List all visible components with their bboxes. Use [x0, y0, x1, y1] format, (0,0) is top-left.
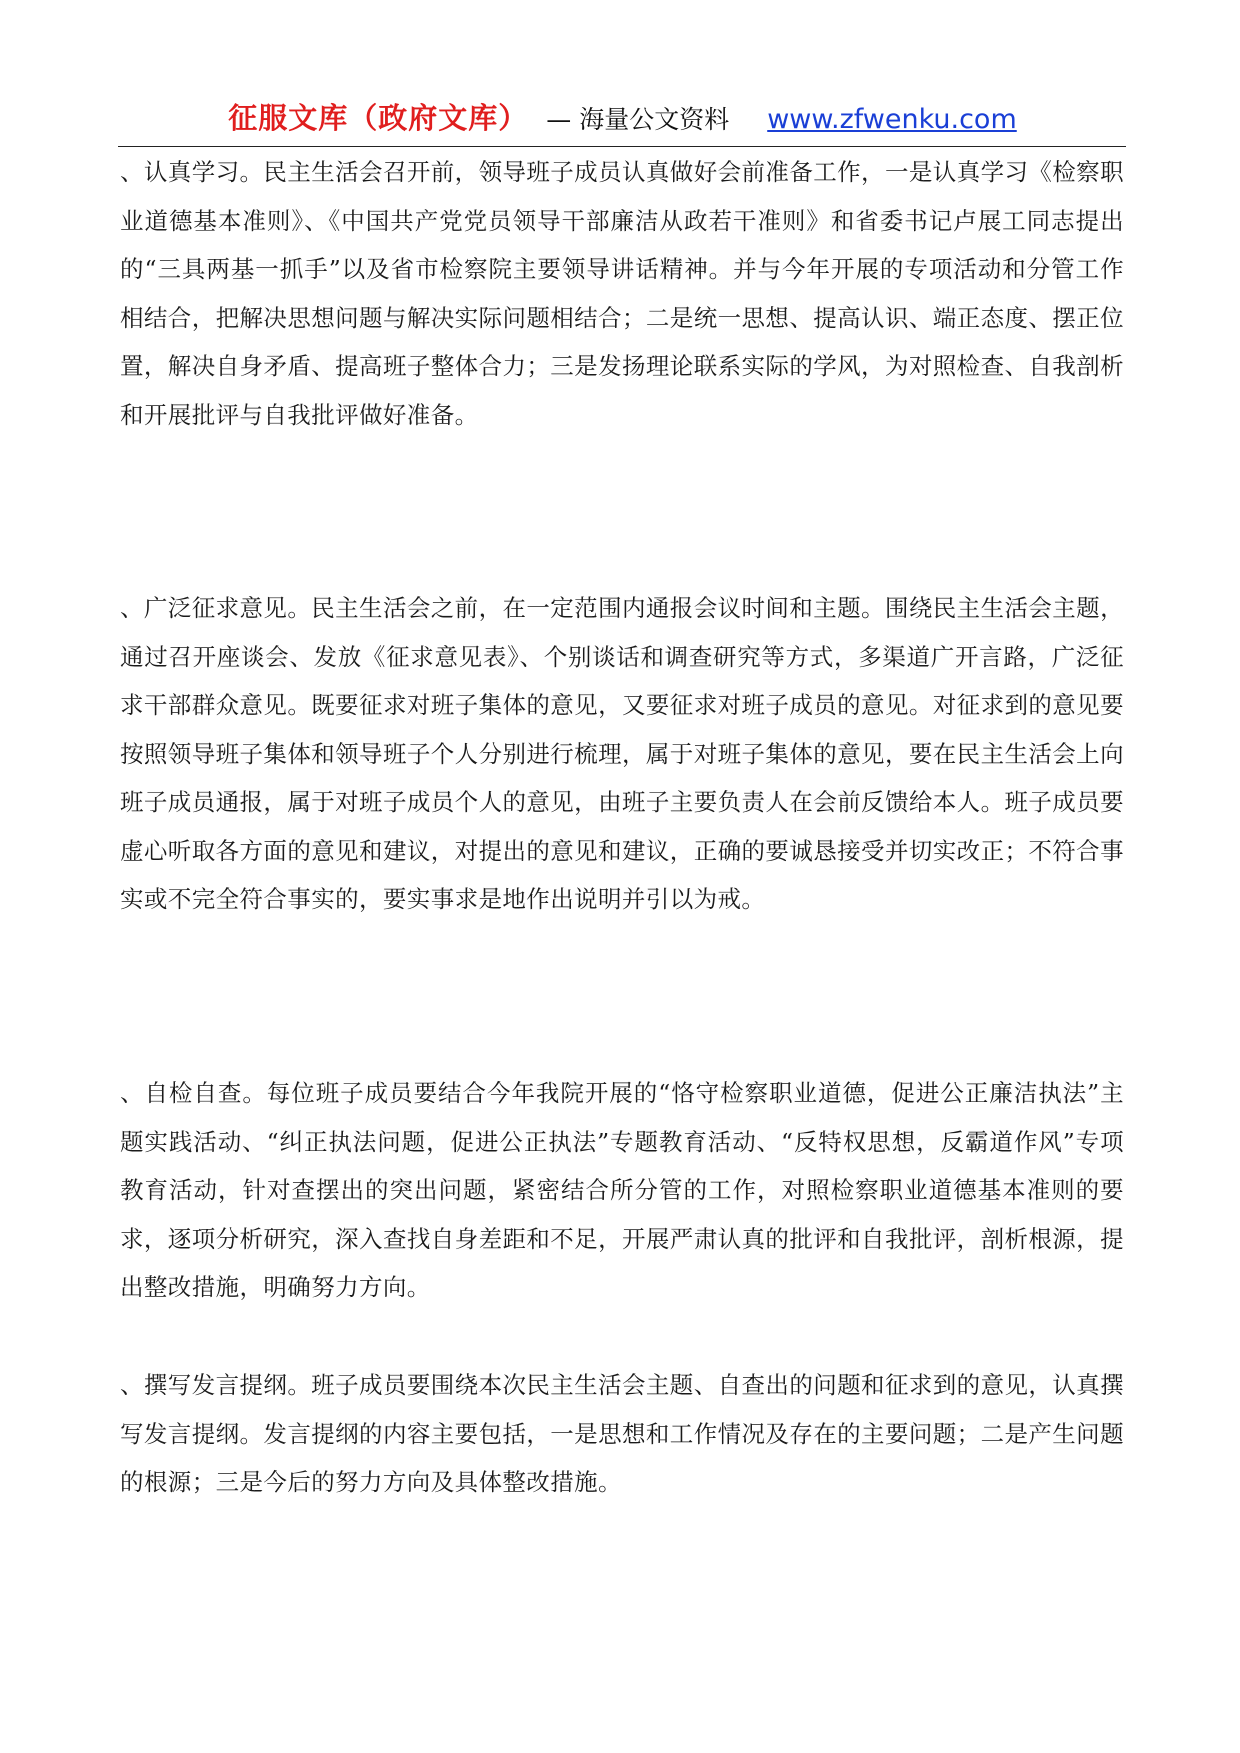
site-url-link[interactable]: www.zfwenku.com [767, 104, 1017, 135]
header-tagline: — 海量公文资料 [546, 105, 730, 134]
header-divider [118, 146, 1126, 147]
page-header [120, 96, 1125, 144]
paragraph-solicit-opinions: 、广泛征求意见。民主生活会之前，在一定范围内通报会议时间和主题。围绕民主生活会主题，通过召开座谈会、发放《征求意见表》、个别谈话和调查研究等方式，多渠道广开言路，广泛征求干部群众意见。既要征求对班子集体的意见，又要征求对班子成员的意见。对征求到的意见要按照领导班子集体和领导班子个人分别进行梳理，属于对班子集体的意见，要在民主生活会上向班子成员通报，属于对班子成员个人的意见，由班子主要负责人在会前反馈给本人。班子成员要虚心听取各方面的意见和建议，对提出的意见和建议，正确的要诚恳接受并切实改正；不符合事实或不完全符合事实的，要实事求是地作出说明并引以为戒。 [120, 594, 1124, 913]
paragraph-study: 、认真学习。民主生活会召开前，领导班子成员认真做好会前准备工作，一是认真学习《检察职业道德基本准则》、《中国共产党党员领导干部廉洁从政若干准则》和省委书记卢展工同志提出的“三具两基一抓手”以及省市检察院主要领导讲话精神。并与今年开展的专项活动和分管工作相结合，把解决思想问题与解决实际问题相结合；二是统一思想、提高认识、端正态度、摆正位置，解决自身矛盾、提高班子整体合力；三是发扬理论联系实际的学风，为对照检查、自我剖析和开展批评与自我批评做好准备。 [120, 158, 1124, 429]
brand-name: 征服文库（政府文库） [228, 101, 529, 135]
paragraph-self-inspection: 、自检自查。每位班子成员要结合今年我院开展的“恪守检察职业道德，促进公正廉洁执法”主题实践活动、“纠正执法问题，促进公正执法”专题教育活动、“反特权思想，反霸道作风”专项教育活动，针对查摆出的突出问题，紧密结合所分管的工作，对照检察职业道德基本准则的要求，逐项分析研究，深入查找自身差距和不足，开展严肃认真的批评和自我批评，剖析根源，提出整改措施，明确努力方向。 [120, 1079, 1124, 1301]
paragraph-speech-outline: 、撰写发言提纲。班子成员要围绕本次民主生活会主题、自查出的问题和征求到的意见，认真撰写发言提纲。发言提纲的内容主要包括，一是思想和工作情况及存在的主要问题；二是产生问题的根源；三是今后的努力方向及具体整改措施。 [120, 1371, 1124, 1496]
